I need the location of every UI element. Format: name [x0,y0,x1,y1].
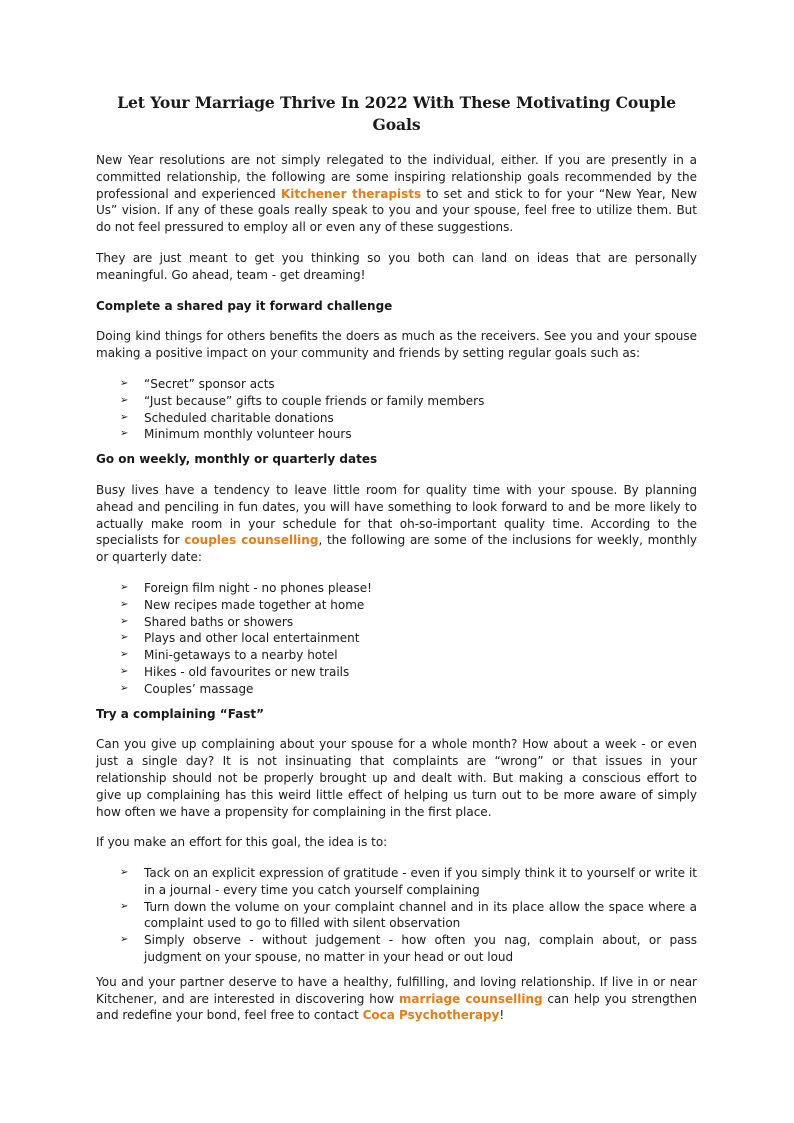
arrow-bullet-icon: ➢ [120,377,129,389]
list-item: ➢ Scheduled charitable donations [120,410,334,425]
coca-psychotherapy-link[interactable]: Coca Psychotherapy [362,1008,500,1023]
list-item: ➢ Foreign film night - no phones please! [120,580,372,595]
arrow-bullet-icon: ➢ [120,428,129,440]
list-item: ➢ Minimum monthly volunteer hours [120,427,352,442]
section-body-complaining-fast: Can you give up complaining about your spouse for a whole month? How about a week - or even just a single day? It is not insinuating that complaints are “wrong” or that issues in your relationship should not be properly brought up and dealt with. But making a conscious effort to give up complaining has this weird little effect of helping us turn out to be more aware of simply how often we have a propensity for complaining in the first place. [96,737,697,819]
list-item: ➢ Hikes - old favourites or new trails [120,664,350,679]
bullet-list-dates [96,580,697,698]
section-heading-dates: Go on weekly, monthly or quarterly dates [96,452,378,467]
arrow-bullet-icon: ➢ [120,867,129,879]
arrow-bullet-icon: ➢ [120,632,129,644]
list-item: ➢ “Just because” gifts to couple friends or family members [120,393,485,408]
arrow-bullet-icon: ➢ [120,682,129,694]
intro-paragraph-2: They are just meant to get you thinking so you both can land on ideas that are personally meaningful. Go ahead, team - get dreaming! [96,250,697,282]
list-item: ➢ Simply observe - without judgement - how often you nag, complain about, or pass judgment on your spouse, no matter in your head or out loud [120,933,697,965]
document-page [96,92,697,1038]
intro-paragraph-1: New Year resolutions are not simply relegated to the individual, either. If you are presently in a committed relationship, the following are some inspiring relationship goals recommended by the professional and experienced Kitchener therapists to set and stick to for your “New Year, New Us” vision. If any of these goals really speak to you and your spouse, feel free to utilize them. But do not feel pressured to employ all or even any of these suggestions. [96,153,698,235]
list-item: ➢ Turn down the volume on your complaint channel and in its place allow the space where a complaint used to go to filled with silent observation [120,899,697,931]
section-lead-complaining-fast: If you make an effort for this goal, the idea is to: [96,835,388,850]
arrow-bullet-icon: ➢ [120,900,129,912]
list-item: ➢ “Secret” sponsor acts [120,376,275,391]
list-item: ➢ Tack on an explicit expression of gratitude - even if you simply think it to yourself or write it in a journal - every time you catch yourself complaining [120,866,697,897]
section-heading-pay-it-forward: Complete a shared pay it forward challenge [96,298,393,313]
bullet-list-complaining-fast [96,865,697,966]
list-item: ➢ New recipes made together at home [120,597,365,612]
arrow-bullet-icon: ➢ [120,934,129,946]
closing-paragraph: You and your partner deserve to have a healthy, fulfilling, and loving relationship. If live in or near Kitchener, and are interested in discovering how marriage counselling can help you strengthen and redefine your bond, feel free to contact Coca Psychotherapy! [96,974,697,1023]
kitchener-therapists-link[interactable]: Kitchener therapists [280,186,422,201]
arrow-bullet-icon: ➢ [120,581,129,593]
arrow-bullet-icon: ➢ [120,615,129,627]
bullet-list-pay-it-forward [96,376,697,443]
arrow-bullet-icon: ➢ [120,598,129,610]
page-title: Let Your Marriage Thrive In 2022 With These Motivating Couple Goals [117,93,676,134]
list-item: ➢ Mini-getaways to a nearby hotel [120,648,338,663]
arrow-bullet-icon: ➢ [120,649,129,661]
arrow-bullet-icon: ➢ [120,394,129,406]
section-heading-complaining-fast: Try a complaining “Fast” [96,706,265,721]
arrow-bullet-icon: ➢ [120,411,129,423]
marriage-counselling-link[interactable]: marriage counselling [398,991,543,1006]
couples-counselling-link[interactable]: couples counselling [184,533,319,548]
list-item: ➢ Couples’ massage [120,681,254,696]
list-item: ➢ Shared baths or showers [120,614,294,629]
arrow-bullet-icon: ➢ [120,665,129,677]
section-body-pay-it-forward: Doing kind things for others benefits the doers as much as the receivers. See you and your spouse making a positive impact on your community and friends by setting regular goals such as: [96,329,697,361]
list-item: ➢ Plays and other local entertainment [120,631,360,646]
section-body-dates: Busy lives have a tendency to leave little room for quality time with your spouse. By planning ahead and penciling in fun dates, you will have something to look forward to and be more likely to actually make room in your schedule for that oh-so-important quality time. According to the specialists for couples counselling, the following are some of the inclusions for weekly, monthly or quarterly date: [96,482,698,565]
